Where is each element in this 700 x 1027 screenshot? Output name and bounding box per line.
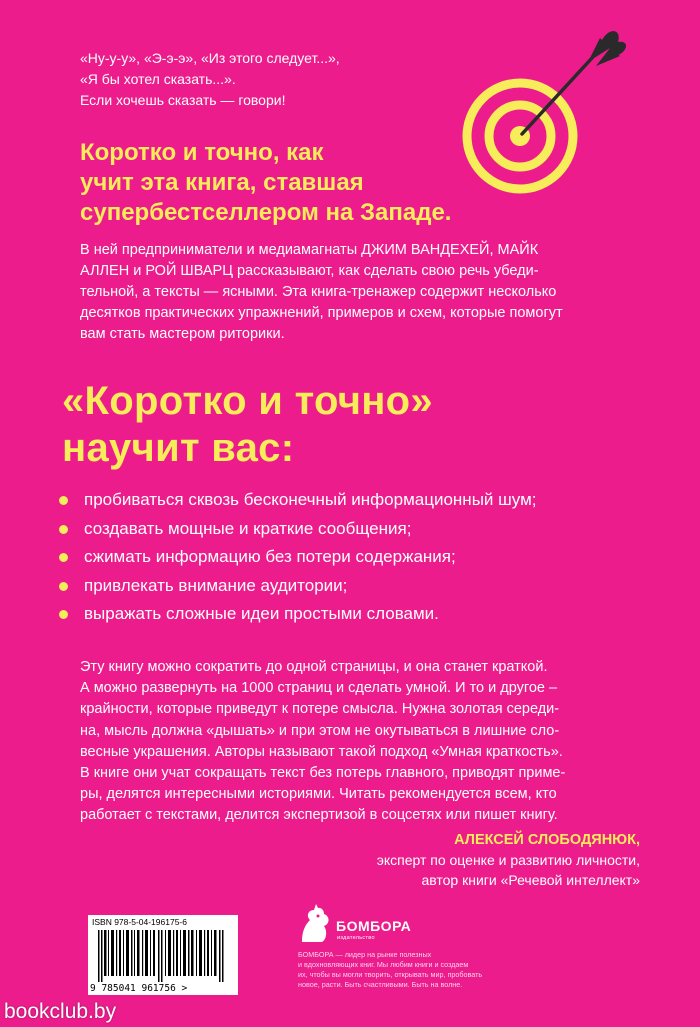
review-line: Эту книгу можно сократить до одной страницы, и она станет краткой.	[80, 659, 548, 675]
watermark: bookclub.by	[4, 1000, 117, 1023]
headline-line: Коротко и точно, как	[80, 139, 324, 166]
list-item: пробиваться сквозь бесконечный информационный шум;	[56, 486, 656, 515]
review-text	[80, 657, 640, 827]
description-line: В ней предприниматели и медиамагнаты ДЖИМ ВАНДЕХЕЙ, МАЙК	[80, 242, 539, 258]
list-item: сжимать информацию без потери содержания;	[56, 543, 656, 572]
publisher-text-line: и вдохновляющих книг. Мы любим книги и создаем	[298, 960, 469, 969]
headline-line: учит эта книга, ставшая	[80, 169, 364, 196]
publisher-name: БОМБОРА	[336, 918, 412, 934]
list-item: создавать мощные и краткие сообщения;	[56, 515, 656, 544]
review-line: на, мысль должна «дышать» и при этом не окутываться в лишние сло-	[80, 722, 560, 739]
list-item: выражать сложные идеи простыми словами.	[56, 600, 656, 629]
intro-line: «Ну-у-у», «Э-э-э», «Из этого следует...»,	[80, 50, 340, 66]
publisher-text-line: их, чтобы вы могли творить, открывать мир, пробовать	[298, 970, 483, 979]
review-line: ры, делятся интересными историями. Читать рекомендуется всем, кто	[80, 786, 557, 803]
barcode-digits: 9 785041 961756 >	[90, 983, 188, 994]
headline	[80, 138, 550, 228]
isbn-number: ISBN 978-5-04-196175-6	[92, 917, 187, 927]
publisher-subtitle: издательство	[337, 935, 375, 941]
description-line: АЛЛЕН и РОЙ ШВАРЦ рассказывают, как сделать свою речь убеди-	[80, 263, 539, 279]
bombora-mascot-icon	[296, 902, 334, 946]
description-line: тельной, а тексты — ясными. Эта книга-тренажер содержит несколько	[80, 284, 557, 300]
big-heading	[62, 378, 662, 472]
barcode-bars	[98, 930, 228, 982]
review-author	[240, 830, 640, 890]
description-line: десятков практических упражнений, примеров и схем, которые помогут	[80, 305, 563, 321]
publisher-description	[298, 950, 618, 990]
big-heading-line: «Коротко и точно»	[62, 379, 433, 423]
review-line: А можно развернуть на 1000 страниц и сделать умной. И то и другое –	[80, 680, 558, 697]
headline-line: супербестселлером на Западе.	[80, 199, 452, 226]
book-description	[80, 240, 640, 345]
intro-line: «Я бы хотел сказать...».	[80, 71, 236, 87]
review-line: крайности, которые приведут к потере смысла. Нужна золотая середи-	[80, 701, 560, 718]
review-line: работает с текстами, делится экспертизой в соцсетях или пишет книгу.	[80, 807, 558, 824]
author-role: автор книги «Речевой интеллект»	[421, 872, 640, 888]
description-line: вам стать мастером риторики.	[80, 326, 285, 342]
review-line: В книге они учат сокращать текст без потерь главного, приводят приме-	[80, 765, 566, 782]
barcode	[88, 915, 238, 995]
author-role: эксперт по оценке и развитию личности,	[376, 852, 640, 868]
review-line: весные украшения. Авторы называют такой подход «Умная краткость».	[80, 743, 563, 760]
intro-quote	[80, 48, 440, 111]
publisher-text-line: БОМБОРА — лидер на рынке полезных	[298, 950, 432, 959]
publisher-text-line: новое, расти. Быть счастливыми. Быть на волне.	[298, 980, 463, 989]
benefits-list	[56, 486, 656, 629]
big-heading-line: научит вас:	[62, 426, 295, 470]
author-name: АЛЕКСЕЙ СЛОБОДЯНЮК,	[454, 832, 640, 848]
list-item: привлекать внимание аудитории;	[56, 572, 656, 601]
intro-line: Если хочешь сказать — говори!	[80, 92, 286, 108]
publisher-logo	[296, 902, 426, 946]
